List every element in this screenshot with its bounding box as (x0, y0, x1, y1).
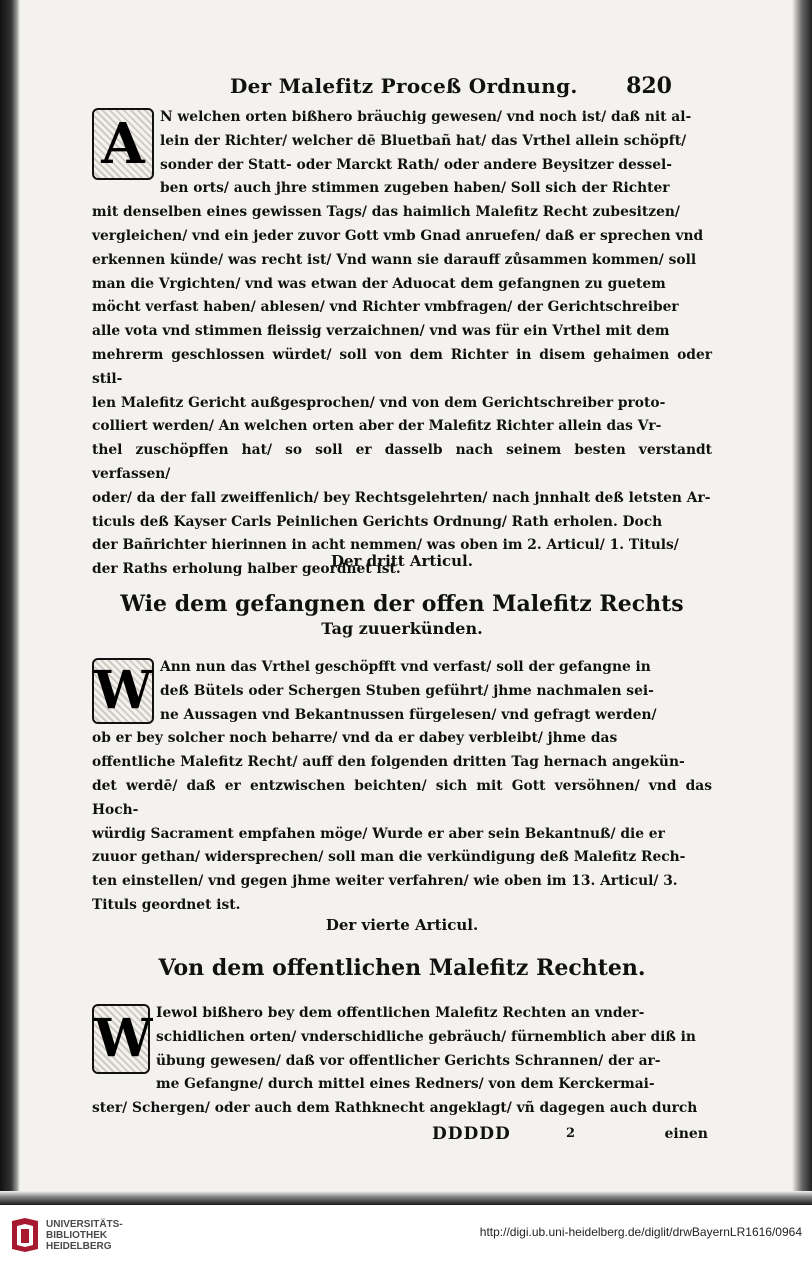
article-label: Der dritt Articul. (331, 552, 473, 570)
article-label: Der vierte Articul. (325, 916, 479, 934)
section-fourth-article (92, 914, 712, 1124)
university-library-logo-icon (10, 1217, 40, 1253)
article-body (92, 1002, 712, 1124)
paragraph-text: Ann nun das Vrthel geschöpfft vnd verfast/ soll der gefangne in deß Bütels oder Schergen Stuben geführt/ jhme nachmalen sei- ne Aussagen vnd Bekantnussen fürgelesen/ vnd gefragt werden/ ob er bey solcher noch beharre/ vnd da er dabey verbleibt/ jhme das offentliche Malefitz Recht/ auff den folgenden dritten Tag hernach angekün- det werdē/ daß er entzwischen beichten/ sich mit Gott versöhnen/ vnd das Hoch- würdig Sacrament empfahen möge/ Wurde er aber sein Bekantnuß/ die er zuuor gethan/ widersprechen/ soll man die verkündigung deß Malefitz Rech- ten einstellen/ vnd gegen jhme weiter verfahren/ wie oben im 13. Articul/ 3. Tituls geordnet ist. (92, 659, 712, 913)
catchword: einen (664, 1126, 708, 1142)
signature-mark: DDDDD (432, 1124, 511, 1144)
article-heading: Von dem offentlichen Malefitz Rechten. (158, 955, 646, 981)
article-body (92, 656, 712, 913)
decorated-initial: A (92, 108, 154, 180)
running-head (230, 66, 712, 106)
library-name: UNIVERSITÄTS- BIBLIOTHEK HEIDELBERG (46, 1219, 123, 1252)
running-title: Der Malefitz Proceß Ordnung. (230, 74, 578, 98)
section-third-article (92, 550, 712, 913)
paragraph-text: Iewol bißhero bey dem offentlichen Malefitz Rechten an vnder- schidlichen orten/ vnderschidliche gebräuch/ fürnemblich aber diß in übung gewesen/ daß vor offentlicher Gerichts Schrannen/ der ar- me Gefangne/ durch mittel eines Redners/ von dem Kerckermai- ster/ Schergen/ oder auch dem Rathknecht angeklagt/ vñ dagegen auch durch (92, 1005, 698, 1117)
viewer-footer (0, 1205, 812, 1265)
page-number: 820 (626, 73, 672, 99)
decorated-initial: W (92, 658, 154, 724)
article-heading: Wie dem gefangnen der offen Malefitz Rechts (120, 591, 684, 617)
signature-number: 2 (566, 1126, 576, 1141)
paragraph-text: N welchen orten bißhero bräuchig gewesen/ vnd noch ist/ daß nit al- lein der Richter/ welcher dē Bluetbañ hat/ das Vrthel allein schöpft/ sonder der Statt- oder Marckt Rath/ oder andere Beysitzer dessel- ben orts/ auch jhre stimmen zugeben haben/ Soll sich der Richter mit denselben eines gewissen Tags/ das haimlich Malefitz Recht zubesitzen/ vergleichen/ vnd ein jeder zuvor Gott vmb Gnad anruefen/ daß er sprechen vnd erkennen künde/ was recht ist/ Vnd wann sie darauff zůsammen kommen/ soll man die Vrgichten/ vnd was etwan der Aduocat dem gefangnen zu guetem möcht verfast haben/ ablesen/ vnd Richter vmbfragen/ der Gerichtschreiber alle vota vnd stimmen fleissig verzaichnen/ vnd was für ein Vrthel mit dem mehrerm geschlossen würdet/ soll von dem Richter in disem gehaimen oder stil- len Malefitz Gericht außgesprochen/ vnd von dem Gerichtschreiber proto- colliert werden/ An welchen orten aber der Malefitz Richter allein das Vr- thel zuschöpffen hat/ so soll er dasselb nach seinem besten verstandt verfassen/ oder/ da der fall zweiffenlich/ bey Rechtsgelehrten/ nach jnnhalt deß letsten Ar- ticuls deß Kayser Carls Peinlichen Gerichts Ordnung/ Rath erholen. Doch der Bañrichter hierinnen in acht nemmen/ was oben im 2. Articul/ 1. Tituls/ der Raths erholung halber geordnet ist. (92, 109, 712, 578)
page-content (92, 66, 712, 1148)
permalink-url[interactable]: http://digi.ub.uni-heidelberg.de/diglit/drwBayernLR1616/0964 (479, 1225, 802, 1239)
book-edge-left (0, 0, 20, 1205)
book-edge-bottom (0, 1191, 812, 1205)
article-subheading: Tag zuuerkünden. (321, 619, 483, 638)
book-edge-right (792, 0, 812, 1205)
decorated-initial: W (92, 1004, 150, 1074)
signature-line (92, 1124, 712, 1148)
